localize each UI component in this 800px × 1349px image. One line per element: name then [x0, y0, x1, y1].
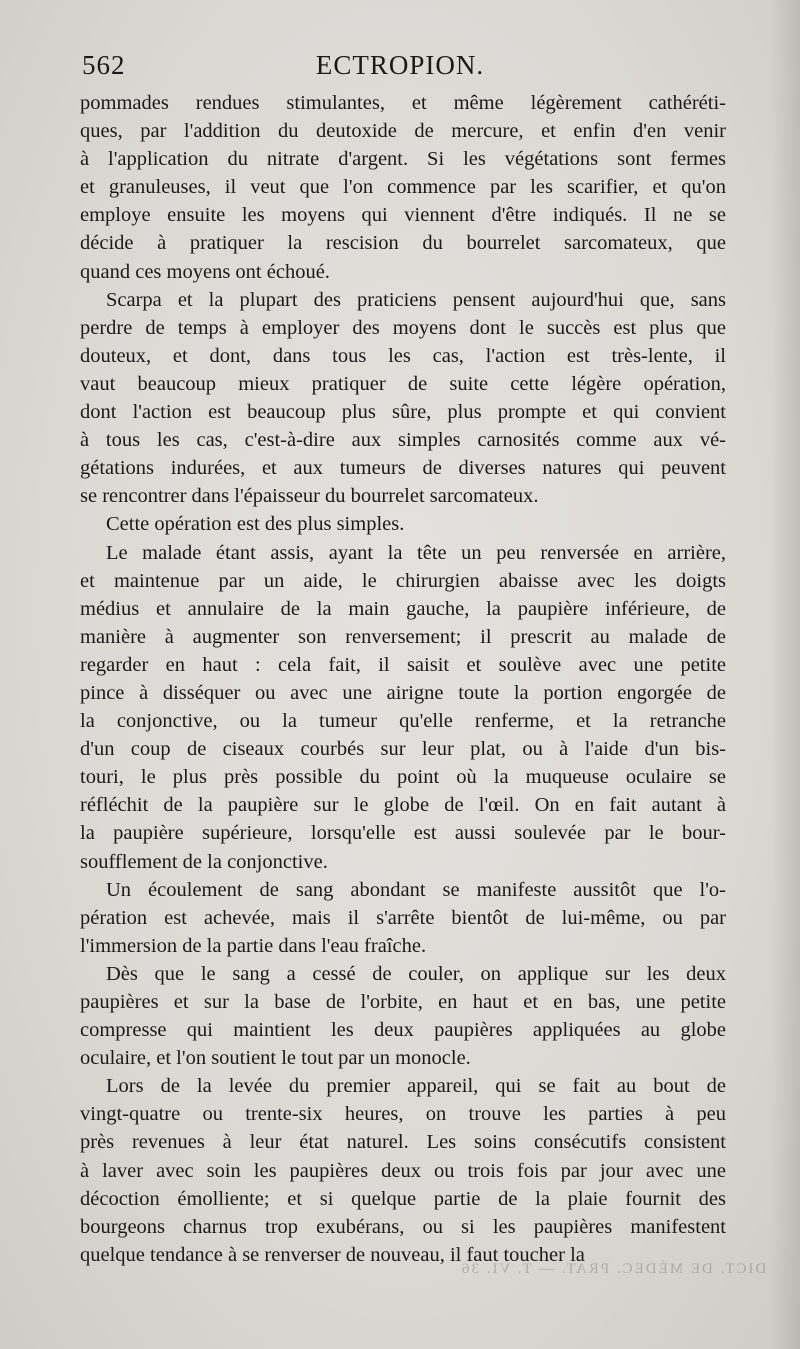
text-line: gétations indurées, et aux tumeurs de diverses natures qui peuvent [80, 457, 726, 480]
text-line: décoction émolliente; et si quelque partie de la plaie fournit des [80, 1187, 726, 1210]
text-line: Cette opération est des plus simples. [106, 513, 405, 536]
text-line: quand ces moyens ont échoué. [80, 260, 330, 283]
text-line: vingt-quatre ou trente-six heures, on trouve les parties à peu [80, 1103, 726, 1126]
text-line: douteux, et dont, dans tous les cas, l'action est très-lente, il [80, 344, 726, 367]
paragraph [80, 510, 726, 538]
text-line: l'immersion de la partie dans l'eau fraîche. [80, 934, 427, 957]
text-line: touri, le plus près possible du point où la muqueuse oculaire se [80, 766, 726, 789]
text-line: la paupière supérieure, lorsqu'elle est aussi soulevée par le bour- [80, 822, 726, 845]
text-line: à laver avec soin les paupières deux ou trois fois par jour avec une [80, 1159, 726, 1182]
text-line: manière à augmenter son renversement; il prescrit au malade de [80, 625, 726, 648]
text-line: Dès que le sang a cessé de couler, on applique sur les deux [106, 962, 726, 985]
running-title: ECTROPION. [315, 50, 485, 80]
text-line: et granuleuses, il veut que l'on commence par les scarifier, et qu'on [80, 176, 726, 199]
text-line: pommades rendues stimulantes, et même légèrement cathéréti- [80, 92, 726, 114]
text-line: à tous les cas, c'est-à-dire aux simples carnosités comme aux vé- [80, 429, 726, 452]
text-line: d'un coup de ciseaux courbés sur leur plat, ou à l'aide d'un bis- [80, 738, 726, 761]
paragraph [80, 539, 726, 876]
paragraph [80, 89, 726, 286]
text-line: Scarpa et la plupart des praticiens pensent aujourd'hui que, sans [106, 288, 726, 311]
text-line: Un écoulement de sang abondant se manifeste aussitôt que l'o- [106, 878, 726, 901]
text-line: paupières et sur la base de l'orbite, en haut et en bas, une petite [80, 991, 726, 1013]
text-line: pération est achevée, mais il s'arrête bientôt de lui-même, ou par [80, 906, 726, 929]
text-line: se rencontrer dans l'épaisseur du bourrelet sarcomateux. [80, 485, 539, 508]
text-line: employe ensuite les moyens qui viennent d'être indiqués. Il ne se [80, 204, 726, 227]
text-line: compresse qui maintient les deux paupières appliquées au globe [80, 1019, 726, 1042]
paragraph [80, 1072, 726, 1269]
text-line: pince à disséquer ou avec une airigne toute la portion engorgée de [80, 681, 726, 704]
text-line: la conjonctive, ou la tumeur qu'elle renferme, et la retranche [80, 710, 726, 733]
body-text [80, 89, 726, 1269]
text-line: regarder en haut : cela fait, il saisit et soulève avec une petite [80, 653, 726, 676]
text-line: près revenues à leur état naturel. Les soins consécutifs consistent [80, 1131, 726, 1154]
text-line: réfléchit de la paupière sur le globe de l'œil. On en fait autant à [80, 794, 726, 817]
text-line: oculaire, et l'on soutient le tout par un monocle. [80, 1047, 471, 1070]
paragraph [80, 960, 726, 1072]
paragraph [80, 876, 726, 960]
page-header [80, 50, 720, 90]
text-line: médius et annulaire de la main gauche, la paupière inférieure, de [80, 597, 726, 620]
text-line: bourgeons charnus trop exubérans, ou si les paupières manifestent [80, 1215, 726, 1238]
text-line: perdre de temps à employer des moyens dont le succès est plus que [80, 316, 726, 339]
text-line: Le malade étant assis, ayant la tête un peu renversée en arrière, [106, 541, 726, 564]
text-line: à l'application du nitrate d'argent. Si les végétations sont fermes [80, 148, 726, 171]
text-line: quelque tendance à se renverser de nouveau, il faut toucher la [80, 1243, 585, 1266]
text-line: Lors de la levée du premier appareil, qui se fait au bout de [106, 1075, 726, 1098]
page-edge-shadow [770, 0, 800, 1349]
text-line: dont l'action est beaucoup plus sûre, plus prompte et qui convient [80, 401, 726, 424]
text-line: vaut beaucoup mieux pratiquer de suite cette légère opération, [80, 372, 726, 395]
page-number: 562 [82, 50, 126, 80]
paragraph [80, 286, 726, 511]
text-line: soufflement de la conjonctive. [80, 850, 328, 873]
text-line: et maintenue par un aide, le chirurgien abaisse avec les doigts [80, 569, 726, 592]
text-line: décide à pratiquer la rescision du bourrelet sarcomateux, que [80, 232, 726, 255]
bleed-through-footer: DICT. DE MÉDEC. PRAT. — T. VI. 36 [460, 1261, 767, 1277]
text-line: ques, par l'addition du deutoxide de mercure, et enfin d'en venir [80, 120, 726, 143]
